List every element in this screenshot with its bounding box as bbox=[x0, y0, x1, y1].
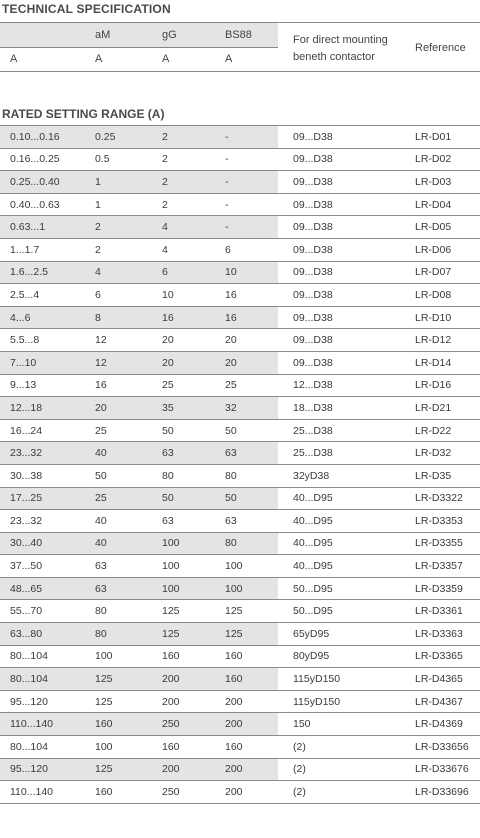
cell-aM: 100 bbox=[95, 650, 113, 663]
table-row bbox=[0, 555, 480, 578]
cell-range: 110...140 bbox=[10, 718, 54, 731]
header-unit: A bbox=[162, 53, 170, 65]
cell-aM: 125 bbox=[95, 695, 113, 708]
cell-gG: 125 bbox=[162, 627, 180, 640]
cell-range: 63...80 bbox=[10, 627, 43, 640]
header-am: aM bbox=[95, 29, 111, 41]
cell-gG: 4 bbox=[162, 221, 168, 234]
cell-range: 95...120 bbox=[10, 695, 48, 708]
cell-mount: 50...D95 bbox=[293, 605, 333, 618]
cell-ref: LR-D08 bbox=[415, 288, 452, 301]
cell-gG: 100 bbox=[162, 537, 180, 550]
cell-ref: LR-D10 bbox=[415, 311, 452, 324]
table-row bbox=[0, 510, 480, 533]
cell-gG: 6 bbox=[162, 266, 168, 279]
cell-aM: 125 bbox=[95, 673, 113, 686]
cell-mount: 115yD150 bbox=[293, 695, 341, 708]
cell-gG: 200 bbox=[162, 763, 180, 776]
cell-mount: 09...D38 bbox=[293, 221, 333, 234]
cell-mount: 09...D38 bbox=[293, 288, 333, 301]
cell-BS88: 125 bbox=[225, 605, 243, 618]
cell-mount: 09...D38 bbox=[293, 356, 333, 369]
table-row bbox=[0, 465, 480, 488]
cell-range: 1...1.7 bbox=[10, 243, 40, 256]
table-row bbox=[0, 691, 480, 714]
cell-gG: 125 bbox=[162, 605, 180, 618]
section-title: RATED SETTING RANGE (A) bbox=[2, 107, 165, 121]
cell-aM: 50 bbox=[95, 469, 107, 482]
cell-ref: LR-D33656 bbox=[415, 740, 469, 753]
cell-BS88: 20 bbox=[225, 334, 237, 347]
cell-range: 55...70 bbox=[10, 605, 43, 618]
table-row bbox=[0, 397, 480, 420]
cell-mount: 09...D38 bbox=[293, 175, 333, 188]
cell-mount: 09...D38 bbox=[293, 334, 333, 347]
cell-gG: 63 bbox=[162, 447, 174, 460]
spec-table-body bbox=[0, 125, 480, 804]
table-row bbox=[0, 781, 480, 804]
table-row bbox=[0, 329, 480, 352]
cell-aM: 8 bbox=[95, 311, 101, 324]
cell-range: 80...104 bbox=[10, 650, 48, 663]
cell-BS88: 6 bbox=[225, 243, 231, 256]
cell-BS88: - bbox=[225, 153, 229, 166]
table-row bbox=[0, 668, 480, 691]
cell-ref: LR-D02 bbox=[415, 153, 452, 166]
cell-range: 2.5...4 bbox=[10, 288, 40, 301]
cell-range: 0.10...0.16 bbox=[10, 130, 60, 143]
cell-gG: 250 bbox=[162, 786, 180, 799]
page-title: TECHNICAL SPECIFICATION bbox=[2, 2, 171, 16]
cell-BS88: 80 bbox=[225, 469, 237, 482]
cell-aM: 160 bbox=[95, 786, 113, 799]
header-gg: gG bbox=[162, 29, 177, 41]
cell-BS88: - bbox=[225, 221, 229, 234]
cell-BS88: 63 bbox=[225, 514, 237, 527]
cell-ref: LR-D16 bbox=[415, 379, 452, 392]
cell-ref: LR-D32 bbox=[415, 447, 452, 460]
cell-aM: 125 bbox=[95, 763, 113, 776]
table-row bbox=[0, 171, 480, 194]
table-row bbox=[0, 578, 480, 601]
cell-BS88: 10 bbox=[225, 266, 237, 279]
cell-mount: 150 bbox=[293, 718, 311, 731]
table-header bbox=[0, 22, 480, 72]
cell-mount: 115yD150 bbox=[293, 673, 341, 686]
cell-mount: 09...D38 bbox=[293, 153, 333, 166]
cell-BS88: 50 bbox=[225, 492, 237, 505]
cell-BS88: 100 bbox=[225, 582, 243, 595]
cell-ref: LR-D3363 bbox=[415, 627, 463, 640]
cell-aM: 25 bbox=[95, 492, 107, 505]
table-row bbox=[0, 216, 480, 239]
cell-range: 0.63...1 bbox=[10, 221, 46, 234]
cell-mount: 12...D38 bbox=[293, 379, 333, 392]
header-bs88: BS88 bbox=[225, 29, 252, 41]
table-row bbox=[0, 420, 480, 443]
cell-BS88: 63 bbox=[225, 447, 237, 460]
cell-gG: 200 bbox=[162, 695, 180, 708]
cell-gG: 160 bbox=[162, 650, 180, 663]
table-row bbox=[0, 352, 480, 375]
cell-aM: 2 bbox=[95, 221, 101, 234]
cell-BS88: 100 bbox=[225, 560, 243, 573]
cell-BS88: 200 bbox=[225, 718, 243, 731]
cell-mount: 25...D38 bbox=[293, 447, 333, 460]
cell-range: 30...40 bbox=[10, 537, 43, 550]
cell-ref: LR-D06 bbox=[415, 243, 452, 256]
cell-ref: LR-D3365 bbox=[415, 650, 463, 663]
cell-range: 0.40...0.63 bbox=[10, 198, 60, 211]
cell-gG: 2 bbox=[162, 130, 168, 143]
table-row bbox=[0, 442, 480, 465]
cell-ref: LR-D3355 bbox=[415, 537, 463, 550]
cell-aM: 63 bbox=[95, 582, 107, 595]
cell-ref: LR-D07 bbox=[415, 266, 452, 279]
cell-aM: 0.5 bbox=[95, 153, 110, 166]
cell-mount: 40...D95 bbox=[293, 537, 333, 550]
table-row bbox=[0, 239, 480, 262]
table-row bbox=[0, 488, 480, 511]
header-mounting-line1: For direct mounting bbox=[293, 34, 388, 46]
cell-gG: 25 bbox=[162, 379, 174, 392]
cell-ref: LR-D04 bbox=[415, 198, 452, 211]
cell-gG: 10 bbox=[162, 288, 174, 301]
cell-mount: 09...D38 bbox=[293, 311, 333, 324]
cell-aM: 100 bbox=[95, 740, 113, 753]
cell-gG: 100 bbox=[162, 582, 180, 595]
cell-gG: 20 bbox=[162, 334, 174, 347]
cell-mount: 09...D38 bbox=[293, 243, 333, 256]
cell-ref: LR-D3361 bbox=[415, 605, 463, 618]
cell-range: 7...10 bbox=[10, 356, 37, 369]
table-row bbox=[0, 759, 480, 782]
cell-aM: 12 bbox=[95, 356, 107, 369]
cell-gG: 4 bbox=[162, 243, 168, 256]
cell-aM: 16 bbox=[95, 379, 107, 392]
cell-aM: 80 bbox=[95, 627, 107, 640]
cell-mount: 18...D38 bbox=[293, 401, 333, 414]
cell-BS88: 16 bbox=[225, 288, 237, 301]
cell-aM: 4 bbox=[95, 266, 101, 279]
cell-BS88: 200 bbox=[225, 763, 243, 776]
cell-range: 37...50 bbox=[10, 560, 43, 573]
cell-gG: 80 bbox=[162, 469, 174, 482]
cell-BS88: 25 bbox=[225, 379, 237, 392]
cell-range: 17...25 bbox=[10, 492, 43, 505]
cell-mount: 40...D95 bbox=[293, 514, 333, 527]
cell-range: 0.16...0.25 bbox=[10, 153, 60, 166]
table-row bbox=[0, 736, 480, 759]
cell-BS88: 80 bbox=[225, 537, 237, 550]
cell-BS88: 32 bbox=[225, 401, 237, 414]
cell-aM: 80 bbox=[95, 605, 107, 618]
cell-BS88: 160 bbox=[225, 650, 243, 663]
table-row bbox=[0, 623, 480, 646]
cell-gG: 50 bbox=[162, 492, 174, 505]
table-row bbox=[0, 307, 480, 330]
cell-mount: 25...D38 bbox=[293, 424, 333, 437]
cell-range: 4...6 bbox=[10, 311, 31, 324]
table-row bbox=[0, 646, 480, 669]
table-row bbox=[0, 533, 480, 556]
cell-range: 12...18 bbox=[10, 401, 43, 414]
header-reference: Reference bbox=[415, 42, 466, 54]
cell-mount: 09...D38 bbox=[293, 198, 333, 211]
header-unit: A bbox=[95, 53, 103, 65]
cell-gG: 20 bbox=[162, 356, 174, 369]
cell-gG: 16 bbox=[162, 311, 174, 324]
cell-aM: 40 bbox=[95, 514, 107, 527]
cell-BS88: 125 bbox=[225, 627, 243, 640]
cell-aM: 160 bbox=[95, 718, 113, 731]
cell-ref: LR-D4365 bbox=[415, 673, 463, 686]
cell-ref: LR-D03 bbox=[415, 175, 452, 188]
cell-BS88: 160 bbox=[225, 673, 243, 686]
cell-aM: 25 bbox=[95, 424, 107, 437]
cell-BS88: 160 bbox=[225, 740, 243, 753]
cell-gG: 250 bbox=[162, 718, 180, 731]
cell-range: 48...65 bbox=[10, 582, 43, 595]
table-row bbox=[0, 600, 480, 623]
cell-BS88: - bbox=[225, 130, 229, 143]
cell-mount: (2) bbox=[293, 786, 306, 799]
cell-range: 95...120 bbox=[10, 763, 48, 776]
table-row bbox=[0, 713, 480, 736]
cell-gG: 50 bbox=[162, 424, 174, 437]
cell-range: 0.25...0.40 bbox=[10, 175, 60, 188]
cell-mount: 40...D95 bbox=[293, 492, 333, 505]
table-row bbox=[0, 284, 480, 307]
cell-aM: 1 bbox=[95, 175, 101, 188]
cell-aM: 1 bbox=[95, 198, 101, 211]
cell-range: 5.5...8 bbox=[10, 334, 40, 347]
cell-aM: 2 bbox=[95, 243, 101, 256]
cell-aM: 63 bbox=[95, 560, 107, 573]
cell-ref: LR-D12 bbox=[415, 334, 452, 347]
cell-range: 80...104 bbox=[10, 740, 48, 753]
cell-ref: LR-D21 bbox=[415, 401, 452, 414]
cell-BS88: 16 bbox=[225, 311, 237, 324]
cell-gG: 35 bbox=[162, 401, 174, 414]
cell-ref: LR-D05 bbox=[415, 221, 452, 234]
cell-range: 16...24 bbox=[10, 424, 43, 437]
cell-range: 80...104 bbox=[10, 673, 48, 686]
cell-gG: 63 bbox=[162, 514, 174, 527]
cell-range: 110...140 bbox=[10, 786, 54, 799]
header-unit: A bbox=[10, 53, 18, 65]
cell-range: 1.6...2.5 bbox=[10, 266, 48, 279]
cell-BS88: - bbox=[225, 198, 229, 211]
cell-ref: LR-D4369 bbox=[415, 718, 463, 731]
cell-BS88: 20 bbox=[225, 356, 237, 369]
cell-range: 23...32 bbox=[10, 447, 43, 460]
cell-aM: 20 bbox=[95, 401, 107, 414]
cell-gG: 200 bbox=[162, 673, 180, 686]
cell-aM: 40 bbox=[95, 447, 107, 460]
cell-ref: LR-D3357 bbox=[415, 560, 463, 573]
table-row bbox=[0, 375, 480, 398]
cell-ref: LR-D3359 bbox=[415, 582, 463, 595]
table-row bbox=[0, 149, 480, 172]
cell-mount: 65yD95 bbox=[293, 627, 330, 640]
cell-aM: 0.25 bbox=[95, 130, 116, 143]
cell-gG: 2 bbox=[162, 198, 168, 211]
row-shade bbox=[0, 239, 278, 261]
cell-BS88: - bbox=[225, 175, 229, 188]
cell-ref: LR-D4367 bbox=[415, 695, 463, 708]
cell-mount: 80yD95 bbox=[293, 650, 330, 663]
cell-mount: 50...D95 bbox=[293, 582, 333, 595]
cell-gG: 100 bbox=[162, 560, 180, 573]
table-row bbox=[0, 262, 480, 285]
cell-range: 9...13 bbox=[10, 379, 37, 392]
cell-ref: LR-D33676 bbox=[415, 763, 469, 776]
cell-aM: 6 bbox=[95, 288, 101, 301]
cell-BS88: 50 bbox=[225, 424, 237, 437]
cell-ref: LR-D35 bbox=[415, 469, 452, 482]
header-unit: A bbox=[225, 53, 233, 65]
cell-ref: LR-D3353 bbox=[415, 514, 463, 527]
cell-mount: 40...D95 bbox=[293, 560, 333, 573]
cell-aM: 40 bbox=[95, 537, 107, 550]
cell-ref: LR-D14 bbox=[415, 356, 452, 369]
cell-BS88: 200 bbox=[225, 786, 243, 799]
cell-mount: 32yD38 bbox=[293, 469, 330, 482]
cell-mount: (2) bbox=[293, 740, 306, 753]
cell-ref: LR-D33696 bbox=[415, 786, 469, 799]
cell-ref: LR-D3322 bbox=[415, 492, 463, 505]
cell-mount: 09...D38 bbox=[293, 266, 333, 279]
table-row bbox=[0, 126, 480, 149]
cell-mount: (2) bbox=[293, 763, 306, 776]
cell-gG: 2 bbox=[162, 175, 168, 188]
cell-gG: 160 bbox=[162, 740, 180, 753]
cell-gG: 2 bbox=[162, 153, 168, 166]
cell-range: 30...38 bbox=[10, 469, 43, 482]
cell-ref: LR-D01 bbox=[415, 130, 452, 143]
cell-mount: 09...D38 bbox=[293, 130, 333, 143]
cell-range: 23...32 bbox=[10, 514, 43, 527]
cell-ref: LR-D22 bbox=[415, 424, 452, 437]
cell-aM: 12 bbox=[95, 334, 107, 347]
header-mounting-line2: beneth contactor bbox=[293, 51, 375, 63]
cell-BS88: 200 bbox=[225, 695, 243, 708]
table-row bbox=[0, 194, 480, 217]
